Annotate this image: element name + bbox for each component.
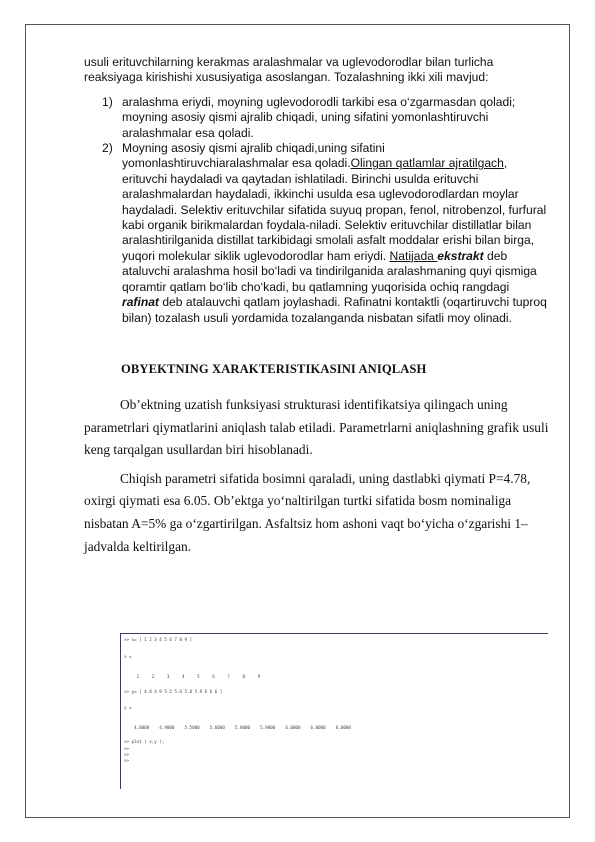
matlab-output-figure <box>120 633 548 789</box>
paragraph-identification: Ob’ektning uzatish funksiyasi strukturasi identifikatsiya qilingach uning parametrlari qiymatlarini aniqlash talab etiladi. Parametrlarni aniqlashning grafik usuli keng tarqalgan usullardan biri hisoblanadi. <box>84 397 549 458</box>
list-item <box>84 141 549 326</box>
term-ekstrakt: ekstrakt <box>437 248 484 263</box>
intro-paragraph: usuli erituvchilarning kerakmas aralashmalar va uglevodorodlar bilan turlicha reaksiyaga kirishishi xususiyatiga asoslangan. Tozalashning ikki xili mavjud: <box>84 55 494 85</box>
figure-line: >> <box>124 758 130 763</box>
list-text-b: , erituvchi haydaladi va qaytadan ishlatiladi. Birinchi usulda erituvchi aralashmalardan haydaladi, ikkinchi usulda esa uglevodorodlardan moylar haydaladi. Selektiv erituvchilar sifatida suyuq propan, fenol, nitrobenzol, furfural kabi organik birikmalardan foydala-niladi. Selektiv erituvchilar distillatlar bilan aralashtirilganida distillat tarkibidagi smolali asfalt moddalar erishi bilan birga, yuqori molekular siklik uglevodorodlar ham eriydi. <box>122 156 547 263</box>
body-text <box>84 394 552 558</box>
list-text-c: deb ataluvchi aralashma hosil bo‘ladi va tindirilganida aralashmaning quyi qismiga qoramtir qatlam bo‘lib cho‘kadi, bu qatlamning yuqorisida ochiq rangdagi <box>122 248 537 294</box>
underlined-word: Natijada <box>389 248 438 263</box>
list-text-a: Moyning asosiy qismi ajralib chiqadi,uning sifatini yomonlashtiruvchiaralashmalar esa qoladi. <box>122 141 385 171</box>
term-rafinat: rafinat <box>122 295 159 310</box>
numbered-list <box>84 95 549 326</box>
section-heading: OBYEKTNING XARAKTERISTIKASINI ANIQLASH <box>121 362 427 376</box>
figure-line: >> <box>124 752 130 757</box>
list-number: 2) <box>102 141 113 156</box>
paragraph-pressure: Chiqish parametri sifatida bosimni qaraladi, uning dastlabki qiymati P=4.78, oxirgi qiymati esa 6.05. Ob’ektga yo‘naltirilgan turtki sifatida bosm nominaliga nisbatan A=5% ga o‘zgartirilgan. Asfaltsiz hom ashoni vaqt bo‘yicha o‘zgarishi 1– jadvalda keltirilgan. <box>84 470 531 554</box>
list-number: 1) <box>102 94 113 109</box>
text-block <box>84 55 549 326</box>
list-item-text: aralashma eriydi, moyning uglevodorodli tarkibi esa o‘zgarmasdan qoladi; moyning asosiy qismi ajralib chiqadi, uning sifatini yomonlashtiruvchi aralashmalar esa qoladi. <box>122 94 516 140</box>
figure-line: 1 2 3 4 5 6 7 8 9 <box>124 674 261 679</box>
list-item <box>84 95 549 141</box>
underlined-phrase: Olingan qatlamlar ajratilgach <box>350 156 504 171</box>
figure-line: 4.8000 4.9000 5.5000 5.6000 5.8000 5.9000 6.0000 6.0000 6.0000 <box>124 725 351 730</box>
figure-line: x = <box>124 654 132 659</box>
figure-line: >> y= [ 4.8 4.9 5.5 5.6 5.8 5.9 6 6 6 ] <box>124 689 223 694</box>
figure-line: y = <box>124 705 132 710</box>
list-text-d: deb atalauvchi qatlam joylashadi. Rafinatni kontaktli (oqartiruvchi tuproq bilan) tozalash usuli yordamida tozalanganda nisbatan sifatli moy olinadi. <box>122 295 547 325</box>
figure-line: >> <box>124 746 130 751</box>
figure-line: >> plot ( x,y ); <box>124 739 165 744</box>
figure-line: >> x= [ 1 2 3 4 5 6 7 8 9 ] <box>124 637 193 642</box>
